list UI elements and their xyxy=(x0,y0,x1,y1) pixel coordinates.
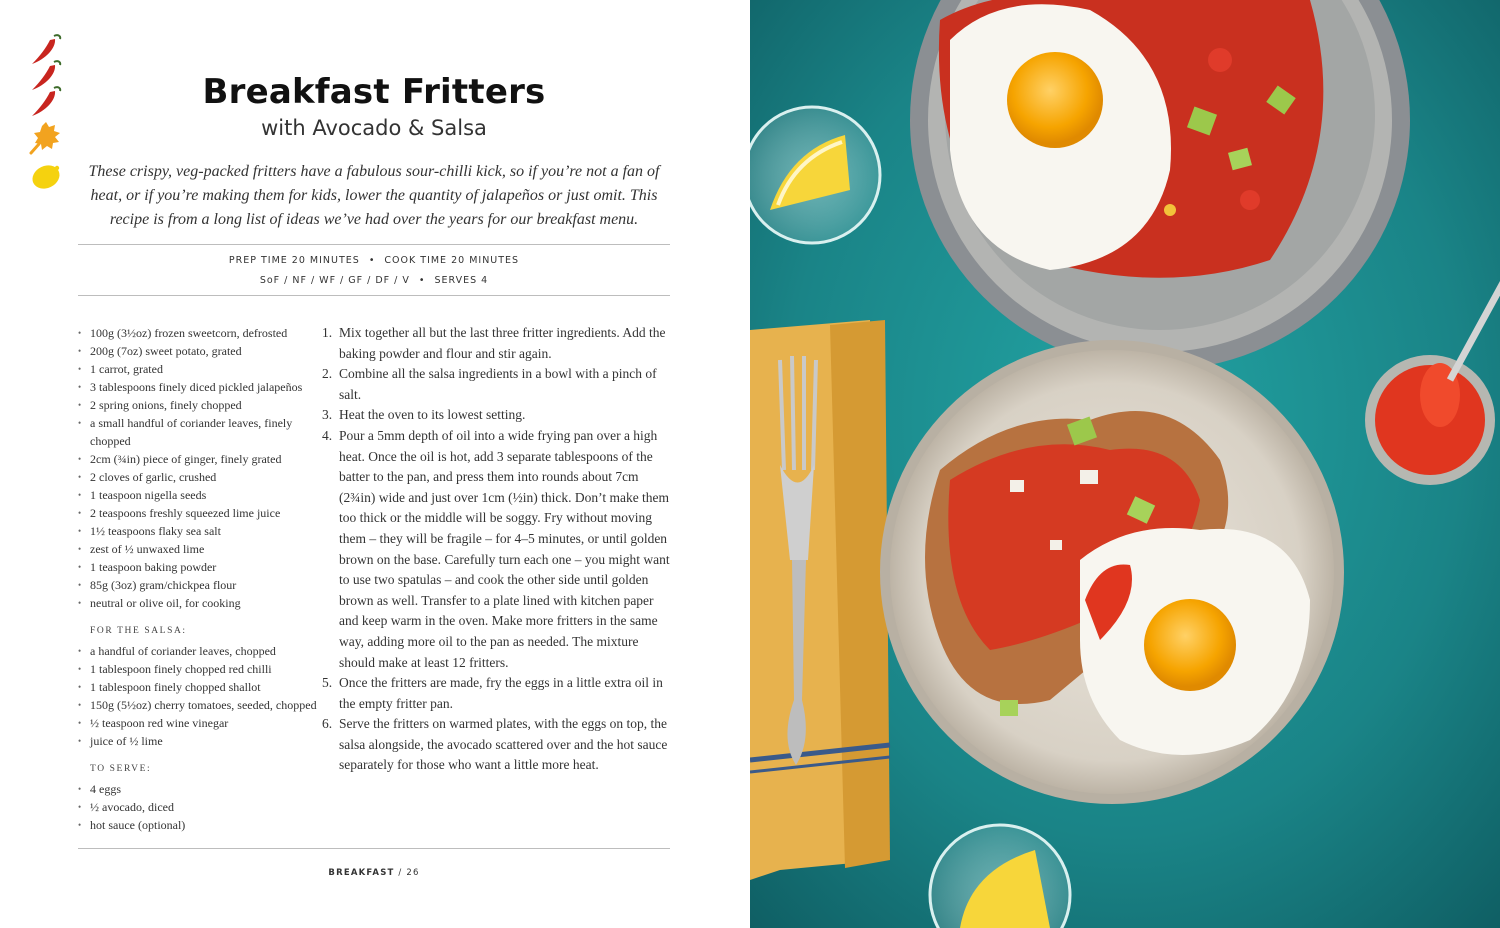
ingredient-item: • 1 carrot, grated xyxy=(78,360,318,378)
ingredient-item: • 1 tablespoon finely chopped shallot xyxy=(78,678,318,696)
ingredient-item: • 150g (5½oz) cherry tomatoes, seeded, chopped xyxy=(78,696,318,714)
ingredient-item: • 4 eggs xyxy=(78,780,318,798)
step-number: 6. xyxy=(322,716,333,732)
step-number: 1. xyxy=(322,325,333,340)
step-text: Combine all the salsa ingredients in a bowl with a pinch of salt. xyxy=(339,366,657,402)
step-text: Serve the fritters on warmed plates, with the eggs on top, the salsa alongside, the avocado scattered over and the hot sauce separately for those who want a little more heat. xyxy=(339,716,668,773)
diet-meta xyxy=(78,275,670,286)
separator-dot-icon: • xyxy=(418,275,426,286)
section-name: BREAKFAST xyxy=(328,868,395,878)
salsa-ingredients xyxy=(78,642,318,750)
main-plate xyxy=(880,340,1344,804)
water-glass-top xyxy=(750,107,880,243)
ingredient-item: • hot sauce (optional) xyxy=(78,816,318,834)
method-step xyxy=(322,364,672,405)
sour-burst-icon xyxy=(28,120,64,156)
ingredient-item: • 2 cloves of garlic, crushed xyxy=(78,468,318,486)
time-meta xyxy=(78,255,670,266)
main-ingredients xyxy=(78,324,318,612)
ingredient-item: • 2cm (¾in) piece of ginger, finely grated xyxy=(78,450,318,468)
method-step xyxy=(322,714,672,776)
method-step xyxy=(322,673,672,714)
page-number: / 26 xyxy=(398,868,420,878)
step-number: 2. xyxy=(322,366,333,382)
method-steps xyxy=(322,323,672,776)
method-step xyxy=(322,323,672,364)
ingredient-item: • 2 spring onions, finely chopped xyxy=(78,396,318,414)
ingredient-item: • neutral or olive oil, for cooking xyxy=(78,594,318,612)
ingredient-item: • 200g (7oz) sweet potato, grated xyxy=(78,342,318,360)
chilli-icon xyxy=(28,84,64,118)
ingredient-item: • 1 tablespoon finely chopped red chilli xyxy=(78,660,318,678)
ingredient-item: • 3 tablespoons finely diced pickled jalapeños xyxy=(78,378,318,396)
breakfast-fritters-photo xyxy=(750,0,1500,928)
ingredient-item: • zest of ½ unwaxed lime xyxy=(78,540,318,558)
divider-bottom xyxy=(78,848,670,849)
ingredient-item: • 1 teaspoon nigella seeds xyxy=(78,486,318,504)
lemon-icon xyxy=(28,160,64,194)
step-text: Mix together all but the last three fritter ingredients. Add the baking powder and flour and stir again. xyxy=(339,325,666,361)
ingredient-item: • ½ teaspoon red wine vinegar xyxy=(78,714,318,732)
recipe-intro: These crispy, veg-packed fritters have a fabulous sour-chilli kick, so if you’re not a fan of heat, or if you’re making them for kids, lower the quantity of jalapeños or just omit. This recipe is from a long list of ideas we’ve had over the years for our breakfast menu. xyxy=(88,163,660,228)
divider-top xyxy=(78,244,670,245)
napkin xyxy=(750,320,890,880)
salsa-heading: FOR THE SALSA: xyxy=(90,626,187,636)
recipe-title: Breakfast Fritters xyxy=(202,72,546,112)
separator-dot-icon: • xyxy=(368,255,376,266)
ingredient-item: • a small handful of coriander leaves, finely chopped xyxy=(78,414,318,450)
ingredient-item: • a handful of coriander leaves, chopped xyxy=(78,642,318,660)
ingredient-item: • ½ avocado, diced xyxy=(78,798,318,816)
method-step xyxy=(322,405,672,426)
step-text: Pour a 5mm depth of oil into a wide frying pan over a high heat. Once the oil is hot, add 3 separate tablespoons of the batter to the pan, and press them into rounds about 7cm (2¾in) wide and just over 1cm (½in) thick. Don’t make them too thick or the middle will be soggy. Fry without moving them – they will be fragile – for 4–5 minutes, or until golden brown on the base. Carefully turn each one – you might want to use two spatulas – and cook the other side until golden brown as well. Transfer to a plate lined with kitchen paper and keep warm in the oven. Make more fritters in the same way, adding more oil to the pan as needed. The mixture should make at least 12 fritters. xyxy=(339,427,670,670)
step-text: Heat the oven to its lowest setting. xyxy=(339,407,526,423)
ingredients-list xyxy=(78,324,318,834)
step-text: Once the fritters are made, fry the eggs in a little extra oil in the empty fritter pan. xyxy=(339,675,663,711)
prep-time: PREP TIME 20 MINUTES xyxy=(228,255,360,266)
method-step xyxy=(322,426,672,673)
recipe-subtitle: with Avocado & Salsa xyxy=(261,116,487,140)
serves: SERVES 4 xyxy=(434,275,489,286)
ingredient-item: • juice of ½ lime xyxy=(78,732,318,750)
divider-mid xyxy=(78,295,670,296)
diet-codes: SoF / NF / WF / GF / DF / V xyxy=(259,275,410,286)
step-number: 3. xyxy=(322,407,333,423)
step-number: 5. xyxy=(322,675,333,691)
ingredient-item: • 100g (3½oz) frozen sweetcorn, defrosted xyxy=(78,324,318,342)
ingredient-item: • 2 teaspoons freshly squeezed lime juice xyxy=(78,504,318,522)
food-photo xyxy=(750,0,1500,928)
serve-ingredients xyxy=(78,780,318,834)
page-footer xyxy=(78,868,670,878)
serve-heading: TO SERVE: xyxy=(90,764,152,774)
ingredient-item: • 85g (3oz) gram/chickpea flour xyxy=(78,576,318,594)
ingredient-item: • 1 teaspoon baking powder xyxy=(78,558,318,576)
cook-time: COOK TIME 20 MINUTES xyxy=(384,255,520,266)
ingredient-item: • 1½ teaspoons flaky sea salt xyxy=(78,522,318,540)
step-number: 4. xyxy=(322,427,333,443)
